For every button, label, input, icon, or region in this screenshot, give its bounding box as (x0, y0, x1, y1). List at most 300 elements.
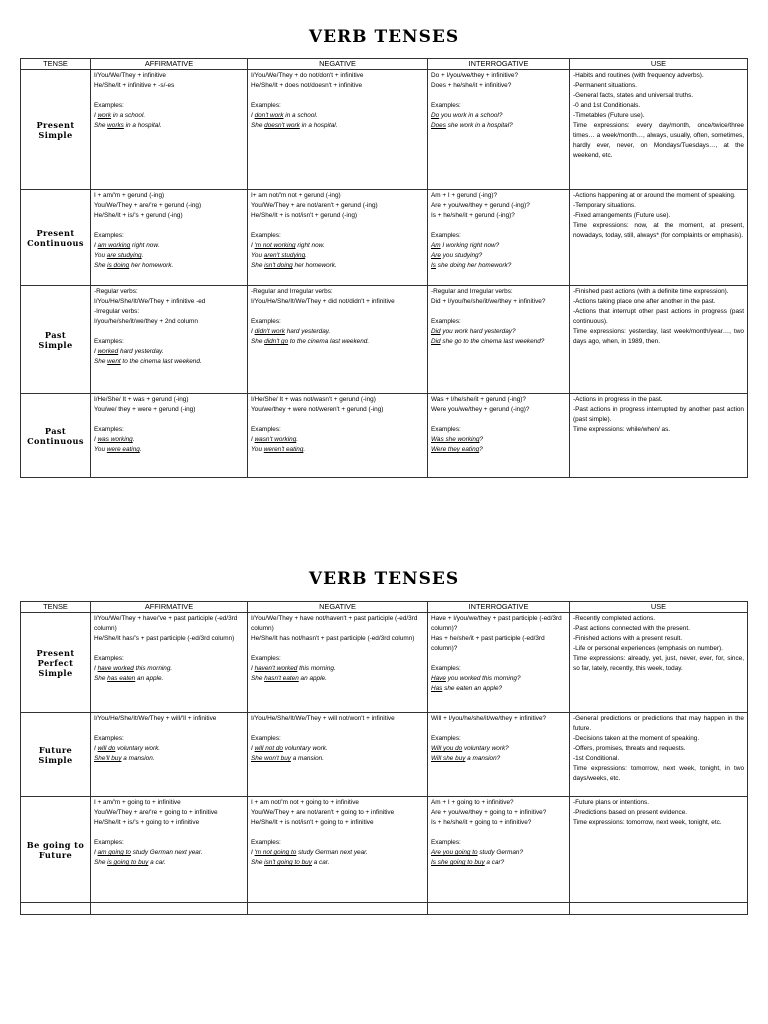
spacer (431, 91, 566, 101)
spacer (251, 91, 424, 101)
formula-line: You/We/They + are/'re + going to + infinitive (94, 809, 218, 816)
negative-cell (248, 394, 428, 478)
examples-label: Examples: (94, 735, 124, 742)
example-pre: I (251, 436, 255, 443)
example-verb: isn't going to buy (264, 859, 312, 866)
formula-line: He/She/It + infinitive + -s/-es (94, 82, 175, 89)
examples-label: Examples: (251, 232, 281, 239)
example-post: in a hospital. (123, 122, 162, 129)
examples-label: Examples: (431, 102, 461, 109)
examples-label: Examples: (431, 426, 461, 433)
example-line (94, 121, 244, 131)
example-line (94, 347, 244, 357)
example-verb: works (107, 122, 124, 129)
affirmative-cell (91, 286, 248, 394)
use-line: Time expressions: tomorrow, next week, tonight, in two days/weeks, etc. (573, 765, 744, 782)
example-verb: aren't studying (263, 252, 306, 259)
examples-label: Examples: (94, 102, 124, 109)
example-post: her homework. (292, 262, 337, 269)
example-line (251, 251, 424, 261)
example-verb: She'll buy (94, 755, 122, 762)
example-verb: Did (431, 328, 441, 335)
spacer (431, 654, 566, 664)
tense-name-line: Simple (38, 339, 73, 350)
header-affirmative: AFFIRMATIVE (91, 59, 248, 70)
spacer (94, 221, 244, 231)
example-verb: Do (431, 112, 440, 119)
example-verb: are studying (106, 252, 142, 259)
interrogative-cell (428, 713, 570, 797)
example-post: you worked this morning? (445, 675, 521, 682)
example-line (251, 337, 424, 347)
formula-line: I/You/He/She/It/We/They + will not/won't + infinitive (251, 715, 395, 722)
example-verb: will do (97, 745, 116, 752)
example-line (251, 241, 424, 251)
example-pre: You (251, 446, 264, 453)
example-post: you studying? (440, 252, 483, 259)
formula-line: -Regular and Irregular verbs: (431, 288, 513, 295)
affirmative-cell (91, 394, 248, 478)
example-verb: Will you do (431, 745, 463, 752)
example-post: . (296, 436, 299, 443)
table-row (21, 190, 748, 286)
example-post: to the cinema last weekend. (288, 338, 370, 345)
example-line (251, 754, 424, 764)
header-interrogative: INTERROGATIVE (428, 602, 570, 613)
example-verb: worked (97, 348, 119, 355)
use-line: Time expressions: yesterday, last week/month/year…, two days ago, when, in 1989, then. (573, 328, 744, 345)
example-post: a mansion. (121, 755, 155, 762)
formula-line: Did + I/you/he/she/it/we/they + infinitive? (431, 298, 546, 305)
example-line (431, 111, 566, 121)
formula-line: Has + he/she/it + past participle (-ed/3rd column)? (431, 635, 545, 652)
examples-label: Examples: (94, 655, 124, 662)
examples-label: Examples: (431, 735, 461, 742)
example-post: a mansion? (465, 755, 501, 762)
example-verb: Is she going to buy (431, 859, 485, 866)
example-line (94, 445, 244, 455)
example-line (94, 357, 244, 367)
formula-line: Am + I + going to + infinitive? (431, 799, 514, 806)
use-line: Time expressions: tomorrow, next week, tonight, etc. (573, 819, 722, 826)
examples-label: Examples: (251, 735, 281, 742)
example-line (94, 674, 244, 684)
use-line: Time expressions: while/when/ as. (573, 426, 671, 433)
interrogative-cell (428, 613, 570, 713)
example-pre: I (251, 242, 255, 249)
tense-name-line: Simple (38, 129, 73, 140)
use-line: -Actions happening at or around the moment of speaking. (573, 192, 736, 199)
example-line (431, 435, 566, 445)
example-line (251, 121, 424, 131)
use-cell (570, 613, 748, 713)
example-post: voluntary work? (462, 745, 509, 752)
example-post: study German? (477, 849, 524, 856)
example-pre: I (251, 849, 255, 856)
example-line (431, 674, 566, 684)
example-verb: is doing (107, 262, 130, 269)
formula-line: He/She/It + is not/isn't + gerund (-ing) (251, 212, 358, 219)
example-pre: I (94, 745, 98, 752)
use-line: -General facts, states and universal truths. (573, 92, 694, 99)
examples-label: Examples: (431, 232, 461, 239)
formula-line: I + am/'m + gerund (-ing) (94, 192, 165, 199)
example-pre: She (94, 859, 108, 866)
example-verb: has eaten (107, 675, 136, 682)
use-cell (570, 190, 748, 286)
formula-line: You/we/they + were not/weren't + gerund (-ing) (251, 406, 384, 413)
tense-name-line: Present (36, 227, 75, 238)
spacer (251, 644, 424, 654)
tense-name (21, 70, 91, 190)
tense-name-line: Continuous (27, 435, 84, 446)
formula-line: -Irregular verbs: (94, 308, 140, 315)
formula-line: I + am/'m + going to + infinitive (94, 799, 181, 806)
example-verb: will not do (254, 745, 283, 752)
example-post: a car. (311, 859, 330, 866)
example-pre: She (94, 675, 108, 682)
header-affirmative: AFFIRMATIVE (91, 602, 248, 613)
example-post: she eaten an apple? (442, 685, 503, 692)
use-line: -Finished past actions (with a definite time expression). (573, 288, 729, 295)
use-line: -Recently completed actions. (573, 615, 656, 622)
spacer (94, 828, 244, 838)
example-post: . (141, 252, 144, 259)
use-line: -General predictions or predictions that may happen in the future. (573, 715, 744, 732)
example-verb: am working (97, 242, 131, 249)
spacer (94, 91, 244, 101)
negative-cell (248, 286, 428, 394)
spacer (251, 415, 424, 425)
example-pre: She (251, 262, 265, 269)
example-verb: Were they eating (431, 446, 480, 453)
example-pre: I (94, 665, 98, 672)
example-post: hard yesterday. (118, 348, 164, 355)
empty-cell (21, 903, 91, 915)
tenses-table-2 (20, 601, 748, 915)
formula-line: I/You/We/They + have/'ve + past participle (-ed/3rd column) (94, 615, 238, 632)
example-post: ? (479, 436, 484, 443)
example-line (94, 111, 244, 121)
page-title: VERB TENSES (308, 569, 460, 589)
example-line (94, 754, 244, 764)
tense-name-line: Present (36, 119, 75, 130)
table-row-empty (21, 903, 748, 915)
formula-line: Are + you/we/they + gerund (-ing)? (431, 202, 530, 209)
example-pre: I (94, 348, 98, 355)
tense-name (21, 286, 91, 394)
tense-name-line: Be going to (26, 839, 85, 850)
example-line (431, 337, 566, 347)
spacer (251, 828, 424, 838)
use-line: -Decisions taken at the moment of speaking. (573, 735, 700, 742)
example-post: right now. (295, 242, 325, 249)
example-line (94, 251, 244, 261)
spacer (251, 221, 424, 231)
example-post: a mansion. (290, 755, 324, 762)
tense-name-line: Past (44, 329, 67, 340)
example-pre: I (251, 745, 255, 752)
example-line (431, 121, 566, 131)
use-line: -Life or personal experiences (emphasis on number). (573, 645, 723, 652)
example-line (251, 435, 424, 445)
example-verb: 'm not working (254, 242, 296, 249)
use-line: -Past actions in progress interrupted by another past action (past simple). (573, 406, 744, 423)
negative-cell (248, 190, 428, 286)
negative-cell (248, 797, 428, 903)
tense-name-line: Continuous (27, 237, 84, 248)
example-line (251, 261, 424, 271)
example-pre: You (94, 252, 107, 259)
example-post: in a school. (283, 112, 318, 119)
example-pre: I (94, 112, 98, 119)
formula-line: He/She/It + is not/isn't + going to + infinitive (251, 819, 374, 826)
interrogative-cell (428, 190, 570, 286)
formula-line: He/She/It has/'s + past participle (-ed/3rd column) (94, 635, 235, 642)
tense-name (21, 394, 91, 478)
formula-line: Have + I/you/we/they + past participle (-ed/3rd column)? (431, 615, 562, 632)
tense-name-line: Simple (38, 754, 73, 765)
example-line (251, 664, 424, 674)
header-tense: TENSE (21, 602, 91, 613)
example-post: ? (479, 446, 483, 453)
table-row (21, 286, 748, 394)
example-verb: doesn't work (264, 122, 300, 129)
use-line: Time expressions: every day/month, once/twice/three times… a week/month…, always, usually, often, sometimes, hardly ever, never, on Mondays/Tuesdays…, at the weekend, etc. (573, 122, 744, 159)
example-post: you work hard yesterday? (440, 328, 516, 335)
example-post: she doing her homework? (435, 262, 512, 269)
tense-name-line: Past (44, 425, 67, 436)
example-post: voluntary work. (282, 745, 328, 752)
example-pre: You (94, 446, 107, 453)
formula-line: You/We/They + are/'re + gerund (-ing) (94, 202, 202, 209)
example-post: I working right now? (440, 242, 500, 249)
spacer (94, 724, 244, 734)
use-line: Time expressions: now, at the moment, at present, nowadays, today, still, always* (for complaints or emphasis). (573, 222, 744, 239)
example-line (431, 754, 566, 764)
tense-name (21, 613, 91, 713)
example-post: she go to the cinema last weekend? (440, 338, 545, 345)
affirmative-cell (91, 70, 248, 190)
example-pre: I (94, 436, 98, 443)
use-line: -Timetables (Future use). (573, 112, 645, 119)
interrogative-cell (428, 286, 570, 394)
formula-line: Are + you/we/they + going to + infinitive? (431, 809, 547, 816)
empty-cell (248, 903, 428, 915)
examples-label: Examples: (94, 426, 124, 433)
formula-line: I/He/She/ It + was + gerund (-ing) (94, 396, 189, 403)
example-verb: didn't work (254, 328, 285, 335)
example-line (94, 261, 244, 271)
spacer (94, 415, 244, 425)
example-verb: were eating (106, 446, 140, 453)
formula-line: I/You/He/She/It/We/They + will/'ll + infinitive (94, 715, 217, 722)
formula-line: He/She/It + does not/doesn't + infinitive (251, 82, 362, 89)
tense-name (21, 797, 91, 903)
use-line: -Offers, promises, threats and requests. (573, 745, 686, 752)
use-cell (570, 394, 748, 478)
examples-label: Examples: (431, 318, 461, 325)
example-line (94, 241, 244, 251)
example-verb: Are you going to (431, 849, 478, 856)
example-post: this morning. (133, 665, 173, 672)
examples-label: Examples: (251, 318, 281, 325)
spacer (251, 724, 424, 734)
tense-name-line: Future (38, 849, 73, 860)
formula-line: I/You/He/She/It/We/They + did not/didn't + infinitive (251, 298, 395, 305)
page-title: VERB TENSES (308, 27, 460, 47)
example-line (431, 327, 566, 337)
formula-line: Is + he/she/it + going to + infinitive? (431, 819, 532, 826)
formula-line: I/You/We/They + infinitive (94, 72, 166, 79)
formula-line: Do + I/you/we/they + infinitive? (431, 72, 519, 79)
use-line: -Predictions based on present evidence. (573, 809, 688, 816)
header-tense: TENSE (21, 59, 91, 70)
example-pre: She (94, 262, 108, 269)
example-post: to the cinema last weekend. (120, 358, 202, 365)
example-verb: Have (431, 675, 446, 682)
example-pre: She (251, 675, 265, 682)
header-interrogative: INTERROGATIVE (428, 59, 570, 70)
empty-cell (91, 903, 248, 915)
spacer (251, 307, 424, 317)
negative-cell (248, 70, 428, 190)
formula-line: Were you/we/they + gerund (-ing)? (431, 406, 530, 413)
example-verb: hasn't eaten (264, 675, 299, 682)
example-line (431, 261, 566, 271)
example-line (251, 858, 424, 868)
use-line: -Habits and routines (with frequency adverbs). (573, 72, 704, 79)
interrogative-cell (428, 70, 570, 190)
example-pre: I (94, 849, 98, 856)
formula-line: You/we/ they + were + gerund (-ing) (94, 406, 196, 413)
spacer (94, 644, 244, 654)
example-line (94, 848, 244, 858)
example-pre: I (251, 112, 255, 119)
formula-line: I + am not/'m not + going to + infinitive (251, 799, 359, 806)
formula-line: Does + he/she/it + infinitive? (431, 82, 512, 89)
examples-label: Examples: (431, 665, 461, 672)
formula-line: Am + I + gerund (-ing)? (431, 192, 498, 199)
example-line (431, 744, 566, 754)
example-line (251, 848, 424, 858)
use-line: -Actions in progress in the past. (573, 396, 663, 403)
tenses-table-1 (20, 58, 748, 478)
example-verb: isn't doing (264, 262, 293, 269)
header-negative: NEGATIVE (248, 602, 428, 613)
example-verb: Does (431, 122, 446, 129)
example-verb: was working (97, 436, 133, 443)
use-line: -1st Conditional. (573, 755, 620, 762)
tense-name-line: Simple (38, 667, 73, 678)
example-verb: have worked (97, 665, 134, 672)
examples-label: Examples: (94, 839, 124, 846)
example-post: in a hospital. (299, 122, 338, 129)
use-line: -Temporary situations. (573, 202, 636, 209)
example-verb: Are (431, 252, 441, 259)
formula-line: I+ am not/'m not + gerund (-ing) (251, 192, 341, 199)
header-use: USE (570, 59, 748, 70)
use-cell (570, 797, 748, 903)
affirmative-cell (91, 797, 248, 903)
example-verb: didn't go (264, 338, 289, 345)
example-post: she work in a hospital? (445, 122, 513, 129)
example-pre: I (251, 328, 255, 335)
examples-label: Examples: (94, 338, 124, 345)
example-line (431, 251, 566, 261)
example-verb: work (97, 112, 112, 119)
tense-name-line: Future (38, 744, 73, 755)
example-verb: weren't eating (263, 446, 304, 453)
example-post: right now. (130, 242, 160, 249)
example-post: in a school. (111, 112, 146, 119)
example-verb: Will she buy (431, 755, 466, 762)
example-line (251, 327, 424, 337)
use-line: -Future plans or intentions. (573, 799, 650, 806)
table-row (21, 797, 748, 903)
spacer (431, 221, 566, 231)
example-verb: She won't buy (251, 755, 291, 762)
negative-cell (248, 613, 428, 713)
empty-cell (570, 903, 748, 915)
table-row (21, 70, 748, 190)
affirmative-cell (91, 713, 248, 797)
negative-cell (248, 713, 428, 797)
header-use: USE (570, 602, 748, 613)
example-pre: You (251, 252, 264, 259)
example-verb: is going to buy (107, 859, 149, 866)
example-line (431, 241, 566, 251)
formula-line: Is + he/she/it + gerund (-ing)? (431, 212, 515, 219)
tense-name (21, 713, 91, 797)
example-line (251, 445, 424, 455)
use-line: -Past actions connected with the present. (573, 625, 690, 632)
examples-label: Examples: (251, 655, 281, 662)
example-verb: Did (431, 338, 441, 345)
interrogative-cell (428, 797, 570, 903)
formula-line: I/You/He/She/It/We/They + infinitive -ed (94, 298, 206, 305)
use-cell (570, 286, 748, 394)
examples-label: Examples: (251, 102, 281, 109)
example-post: . (139, 446, 142, 453)
examples-label: Examples: (431, 839, 461, 846)
use-line: -Actions taking place one after another in the past. (573, 298, 716, 305)
example-verb: Am (431, 242, 441, 249)
example-line (431, 445, 566, 455)
example-verb: haven't worked (254, 665, 298, 672)
example-pre: She (94, 122, 108, 129)
example-pre: I (94, 242, 98, 249)
example-verb: don't work (254, 112, 284, 119)
example-verb: Is (431, 262, 436, 269)
formula-line: You/We/They + are not/aren't + going to + infinitive (251, 809, 395, 816)
example-line (94, 744, 244, 754)
examples-label: Examples: (94, 232, 124, 239)
example-line (431, 848, 566, 858)
spacer (94, 327, 244, 337)
formula-line: You/We/They + are not/aren't + gerund (-ing) (251, 202, 378, 209)
example-verb: wasn't working (254, 436, 297, 443)
example-pre: She (251, 338, 265, 345)
table-row (21, 613, 748, 713)
example-line (251, 674, 424, 684)
example-line (431, 858, 566, 868)
table-row (21, 394, 748, 478)
header-negative: NEGATIVE (248, 59, 428, 70)
example-pre: She (94, 358, 108, 365)
spacer (431, 828, 566, 838)
example-verb: am going to (97, 849, 131, 856)
